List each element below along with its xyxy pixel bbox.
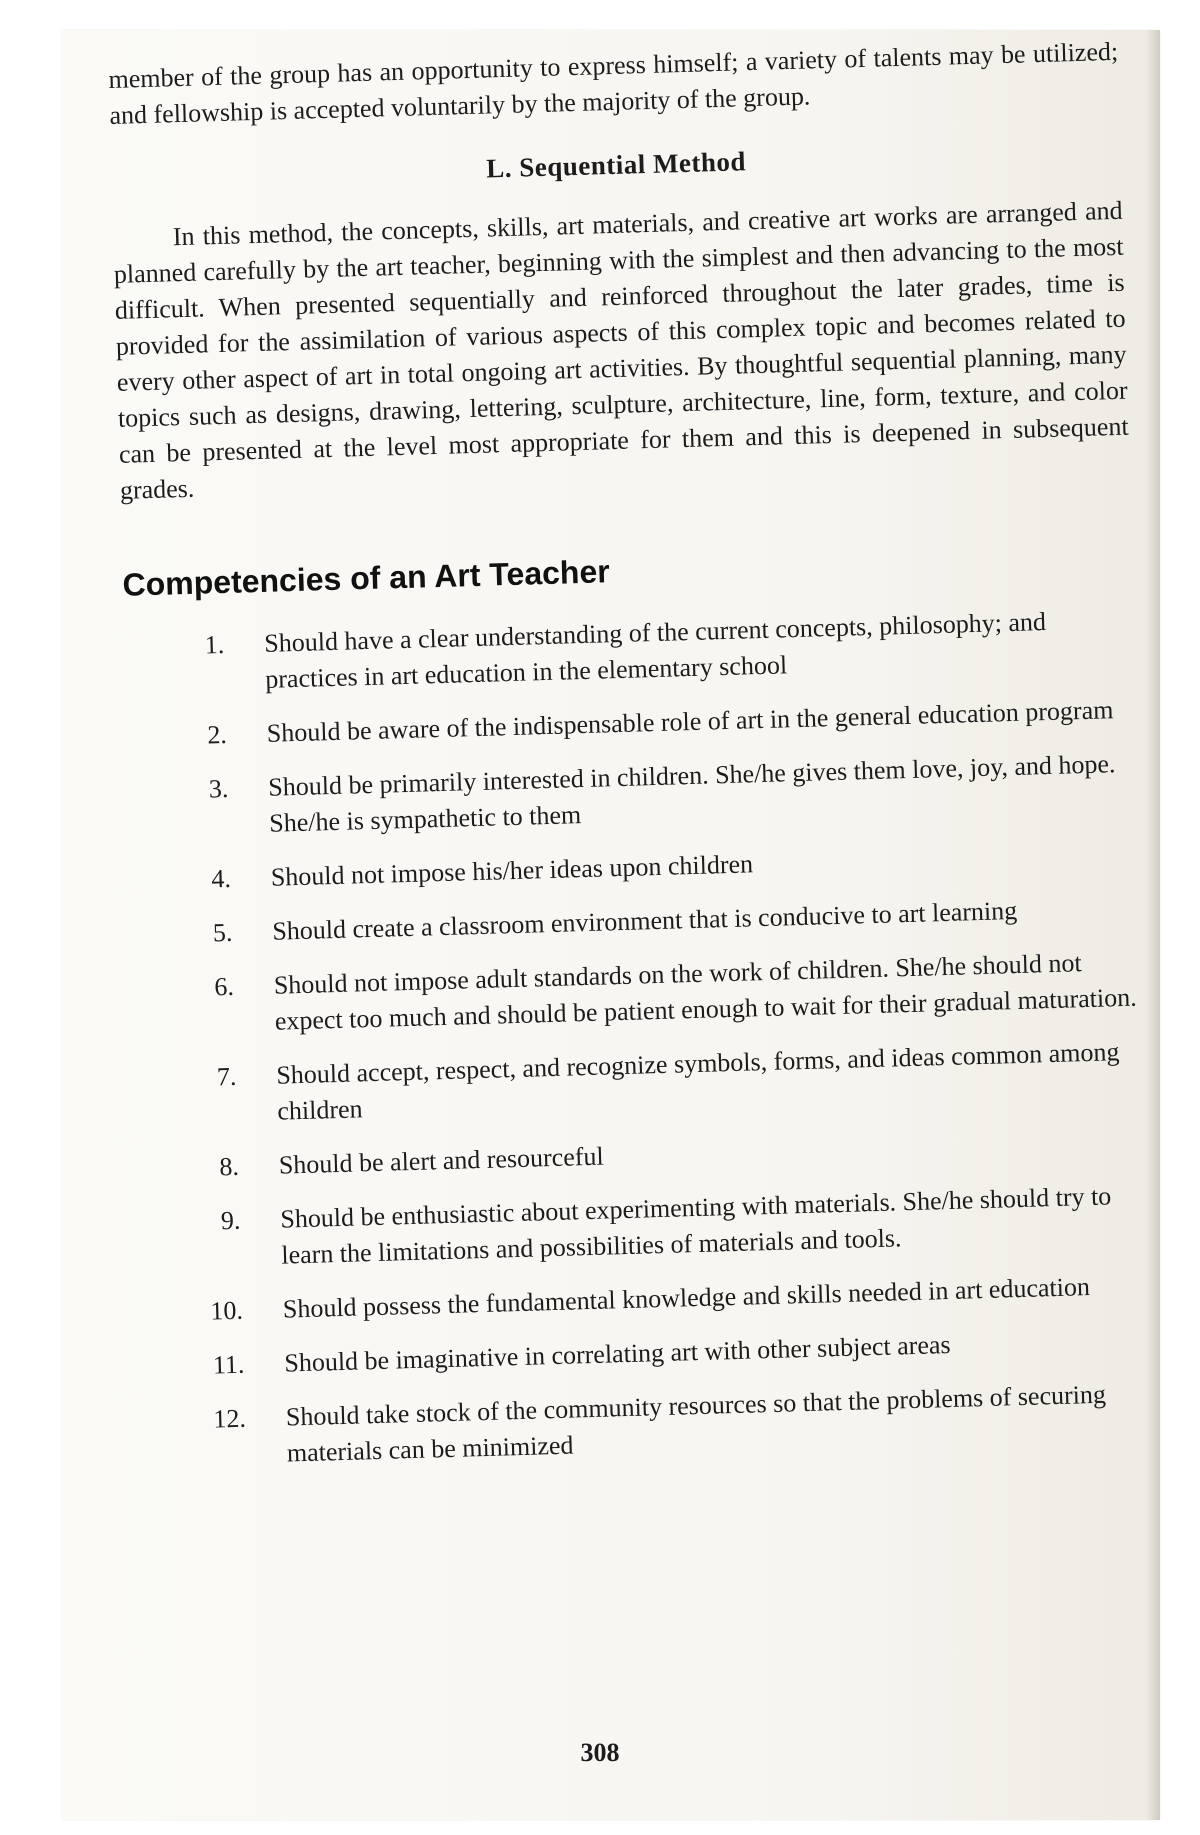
competencies-list bbox=[124, 602, 1157, 1476]
item-number: 6. bbox=[213, 971, 235, 1002]
item-text: Should be primarily interested in children. She/he gives them love, joy, and hope. She/he is sympathetic to them bbox=[267, 749, 1116, 838]
list-item bbox=[136, 1033, 1148, 1133]
item-text: Should have a clear understanding of the current concepts, philosophy; and practices in art education in the elementary school bbox=[263, 607, 1047, 694]
item-number: 12. bbox=[213, 1403, 247, 1434]
item-number: 4. bbox=[210, 863, 232, 894]
item-number: 10. bbox=[210, 1295, 244, 1326]
item-text: Should take stock of the community resources so that the problems of securing materials can be minimized bbox=[285, 1379, 1107, 1468]
list-item bbox=[138, 1123, 1149, 1187]
item-text: Should be enthusiastic about experimenting with materials. She/he should try to learn the limitations and possibilities of materials and tools. bbox=[279, 1181, 1112, 1270]
section-heading: L. Sequential Method bbox=[485, 146, 747, 184]
list-item bbox=[124, 602, 1136, 702]
page-number: 308 bbox=[580, 1738, 620, 1767]
list-item bbox=[133, 943, 1145, 1043]
page-content bbox=[108, 34, 1158, 1494]
item-number: 7. bbox=[216, 1061, 237, 1092]
section-paragraph: In this method, the concepts, skills, art materials, and creative art works are arranged and planned carefully by the art teacher, beginning with the simplest and then advancing to the most difficult. When presented sequentially and reinforced throughout the later grades, time is provided for the assimilation of various aspects of this complex topic and becomes related to every other aspect of art in total ongoing art activities. By thoughtful sequential planning, many topics such as designs, drawing, lettering, sculpture, architecture, line, form, texture, and color can be presented at the level most appropriate for them and this is deepened in subsequent grades. bbox=[113, 195, 1129, 505]
paper-edge-shadow bbox=[1146, 30, 1160, 1820]
item-text: Should not impose his/her ideas upon children bbox=[270, 849, 754, 892]
item-text: Should accept, respect, and recognize symbols, forms, and ideas common among children bbox=[275, 1037, 1120, 1126]
item-text: Should be aware of the indispensable role of art in the general education program bbox=[266, 695, 1114, 748]
list-item bbox=[128, 746, 1140, 846]
item-text: Should be alert and resourceful bbox=[278, 1141, 605, 1180]
list-item bbox=[140, 1177, 1152, 1277]
item-text: Should create a classroom environment that is conducive to art learning bbox=[271, 895, 1018, 946]
list-item bbox=[145, 1375, 1157, 1475]
list-item bbox=[132, 889, 1143, 953]
item-number: 1. bbox=[204, 629, 225, 660]
item-number: 9. bbox=[220, 1205, 241, 1236]
list-item bbox=[144, 1321, 1155, 1385]
item-number: 5. bbox=[212, 917, 233, 948]
list-item bbox=[126, 692, 1137, 756]
item-text: Should possess the fundamental knowledge and skills needed in art education bbox=[282, 1272, 1091, 1324]
item-text: Should be imaginative in correlating art with other subject areas bbox=[283, 1329, 951, 1378]
item-number: 11. bbox=[212, 1349, 245, 1380]
item-number: 8. bbox=[218, 1151, 240, 1182]
item-number: 3. bbox=[208, 773, 229, 804]
intro-paragraph: member of the group has an opportunity to express himself; a variety of talents may be utilized; and fellowship is accepted voluntarily by the majority of the group. bbox=[108, 36, 1119, 130]
list-item bbox=[130, 835, 1141, 899]
item-text: Should not impose adult standards on the work of children. She/he should not expect too much and should be patient enough to wait for their gradual maturation. bbox=[273, 948, 1138, 1036]
item-number: 2. bbox=[206, 719, 228, 750]
competencies-heading: Competencies of an Art Teacher bbox=[122, 553, 611, 603]
list-item bbox=[142, 1267, 1153, 1331]
